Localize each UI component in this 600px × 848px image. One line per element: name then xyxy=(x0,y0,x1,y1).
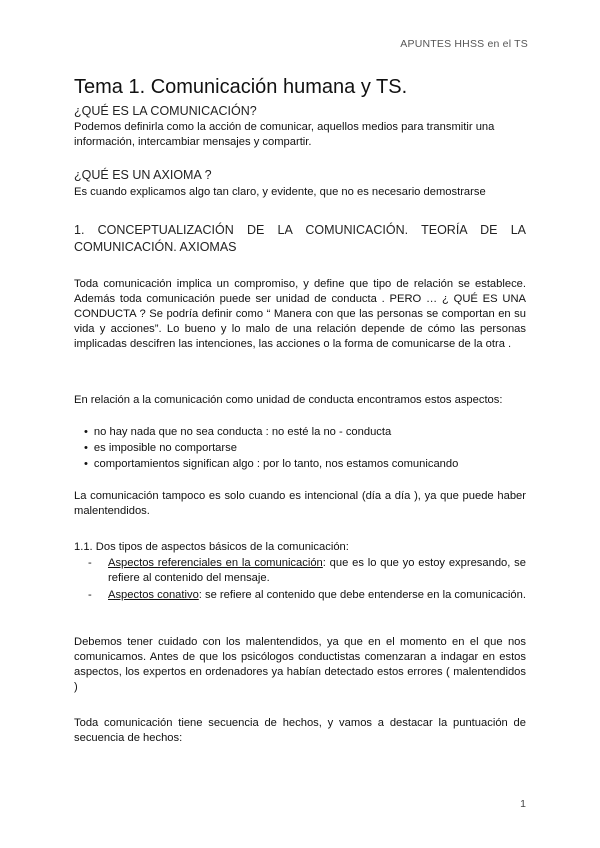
definition-comunicacion: Podemos definirla como la acción de comunicar, aquellos medios para transmitir una información, intercambiar mensajes y compartir. xyxy=(74,121,495,148)
definition-axioma: Es cuando explicamos algo tan claro, y evidente, que no es necesario demostrarse xyxy=(74,186,486,198)
page-title: Tema 1. Comunicación humana y TS. xyxy=(74,76,408,98)
paragraph-secuencia: Toda comunicación tiene secuencia de hechos, y vamos a destacar la puntuación de secuencia de hechos: xyxy=(74,717,526,744)
question-heading-axioma: ¿QUÉ ES UN AXIOMA ? xyxy=(74,168,212,182)
bullet-list xyxy=(84,424,458,472)
dash-marker: - xyxy=(88,589,92,601)
page-number: 1 xyxy=(520,798,526,810)
aspect-item-referenciales xyxy=(88,556,526,586)
list-item: • es imposible no comportarse xyxy=(84,440,458,456)
list-item: • comportamientos significan algo : por lo tanto, nos estamos comunicando xyxy=(84,456,458,472)
subsection-heading: 1.1. Dos tipos de aspectos básicos de la comunicación: xyxy=(74,541,349,553)
running-header: APUNTES HHSS en el TS xyxy=(400,38,528,50)
term-description: : se refiere al contenido que debe entenderse en la comunicación. xyxy=(198,589,526,601)
question-heading-comunicacion: ¿QUÉ ES LA COMUNICACIÓN? xyxy=(74,104,257,118)
term-referenciales: Aspectos referenciales en la comunicación xyxy=(108,557,323,569)
aspect-item-conativo xyxy=(88,588,526,603)
term-conativo: Aspectos conativo xyxy=(108,589,199,601)
paragraph-compromiso: Toda comunicación implica un compromiso, y define que tipo de relación se establece. Además toda comunicación puede ser unidad de conducta . PERO … ¿ QUÉ ES UNA CONDUCTA ? Se podría definir como “ Manera con que las personas se comportan en su vida y acciones”. Lo bueno y lo malo de una relación depende de cómo las personas implicadas descifren las intenciones, las acciones o la forma de comunicarse de la otra . xyxy=(74,278,526,350)
list-item: • no hay nada que no sea conducta : no esté la no - conducta xyxy=(84,424,458,440)
section-heading: 1. CONCEPTUALIZACIÓN DE LA COMUNICACIÓN. TEORÍA DE LA COMUNICACIÓN. AXIOMAS xyxy=(74,223,526,254)
paragraph-intencional: La comunicación tampoco es solo cuando es intencional (día a día ), ya que puede haber malentendidos. xyxy=(74,490,526,517)
paragraph-unidad-conducta: En relación a la comunicación como unidad de conducta encontramos estos aspectos: xyxy=(74,394,503,406)
paragraph-malentendidos: Debemos tener cuidado con los malentendidos, ya que en el momento en el que nos comunicamos. Antes de que los psicólogos conductistas comenzaran a indagar en estos aspectos, los expertos en ordenadores ya habían detectado estos errores ( malentendidos ) xyxy=(74,636,526,693)
term-description: : que es lo que yo estoy expresando, se refiere al contenido del mensaje. xyxy=(108,557,526,584)
dash-marker: - xyxy=(88,557,92,569)
